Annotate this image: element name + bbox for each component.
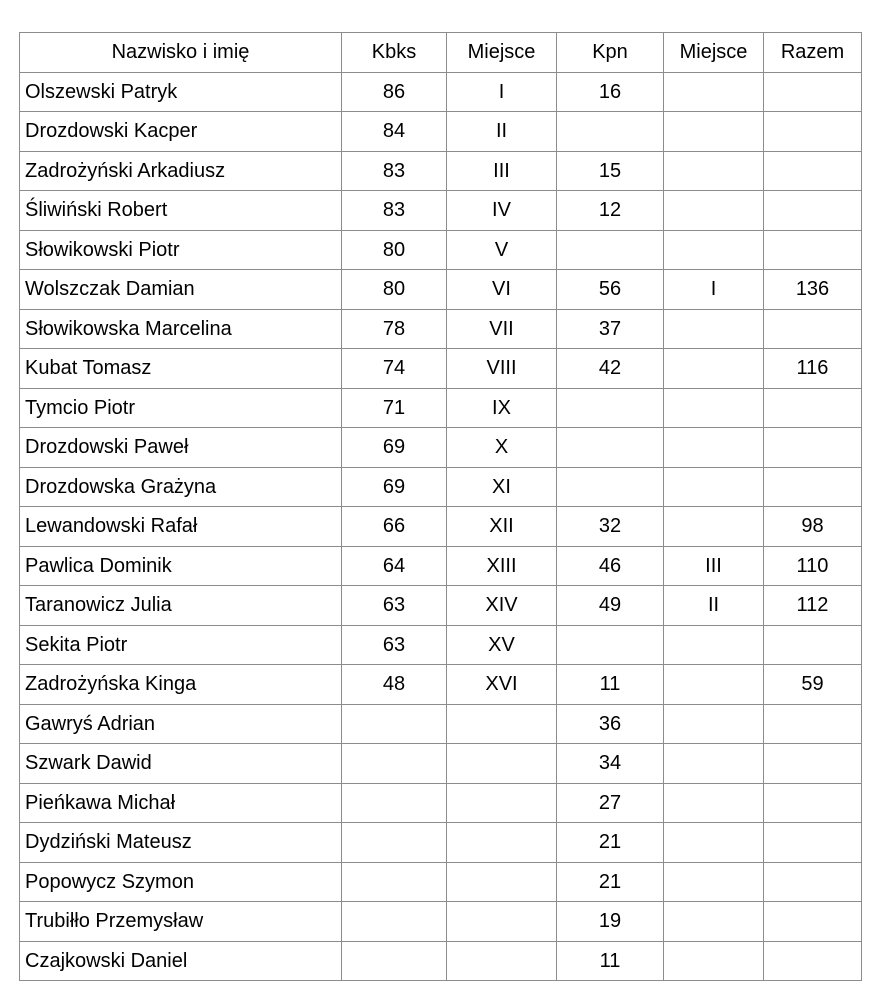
cell-place-kpn bbox=[664, 112, 764, 152]
table-row bbox=[20, 586, 862, 626]
table-row bbox=[20, 72, 862, 112]
table-row bbox=[20, 902, 862, 942]
table-header bbox=[20, 33, 862, 73]
cell-kpn: 46 bbox=[557, 546, 664, 586]
cell-place-kbks: IV bbox=[447, 191, 557, 231]
cell-place-kpn: III bbox=[664, 546, 764, 586]
cell-kpn: 16 bbox=[557, 72, 664, 112]
cell-kpn: 21 bbox=[557, 823, 664, 863]
cell-place-kpn bbox=[664, 823, 764, 863]
cell-total bbox=[764, 112, 862, 152]
table-row bbox=[20, 546, 862, 586]
cell-kbks: 78 bbox=[342, 309, 447, 349]
table-row bbox=[20, 941, 862, 981]
cell-kpn: 15 bbox=[557, 151, 664, 191]
cell-place-kbks: VIII bbox=[447, 349, 557, 389]
cell-place-kpn bbox=[664, 230, 764, 270]
cell-name: Drozdowska Grażyna bbox=[20, 467, 342, 507]
cell-kpn bbox=[557, 625, 664, 665]
table-body bbox=[20, 72, 862, 981]
cell-place-kpn bbox=[664, 862, 764, 902]
cell-name: Czajkowski Daniel bbox=[20, 941, 342, 981]
cell-name: Drozdowski Kacper bbox=[20, 112, 342, 152]
cell-place-kbks: I bbox=[447, 72, 557, 112]
cell-total: 136 bbox=[764, 270, 862, 310]
cell-place-kbks: XV bbox=[447, 625, 557, 665]
cell-kpn: 49 bbox=[557, 586, 664, 626]
table-row bbox=[20, 191, 862, 231]
table-row bbox=[20, 467, 862, 507]
cell-kbks: 86 bbox=[342, 72, 447, 112]
cell-name: Gawryś Adrian bbox=[20, 704, 342, 744]
cell-name: Pieńkawa Michał bbox=[20, 783, 342, 823]
cell-name: Lewandowski Rafał bbox=[20, 507, 342, 547]
table-row bbox=[20, 625, 862, 665]
table-row bbox=[20, 665, 862, 705]
cell-kpn: 34 bbox=[557, 744, 664, 784]
cell-kbks: 63 bbox=[342, 586, 447, 626]
cell-kbks: 74 bbox=[342, 349, 447, 389]
cell-kbks: 69 bbox=[342, 467, 447, 507]
cell-kbks bbox=[342, 744, 447, 784]
cell-place-kpn bbox=[664, 191, 764, 231]
cell-total: 110 bbox=[764, 546, 862, 586]
header-place-kpn: Miejsce bbox=[664, 33, 764, 73]
cell-total bbox=[764, 72, 862, 112]
cell-kpn: 12 bbox=[557, 191, 664, 231]
cell-place-kbks: XIV bbox=[447, 586, 557, 626]
cell-place-kbks: VI bbox=[447, 270, 557, 310]
cell-name: Słowikowski Piotr bbox=[20, 230, 342, 270]
cell-kbks: 63 bbox=[342, 625, 447, 665]
table-row bbox=[20, 704, 862, 744]
cell-kbks: 83 bbox=[342, 151, 447, 191]
table-row bbox=[20, 309, 862, 349]
cell-name: Zadrożyński Arkadiusz bbox=[20, 151, 342, 191]
cell-kpn bbox=[557, 388, 664, 428]
cell-name: Olszewski Patryk bbox=[20, 72, 342, 112]
cell-name: Popowycz Szymon bbox=[20, 862, 342, 902]
cell-total bbox=[764, 823, 862, 863]
cell-name: Pawlica Dominik bbox=[20, 546, 342, 586]
cell-place-kbks: XIII bbox=[447, 546, 557, 586]
table-row bbox=[20, 507, 862, 547]
table-row bbox=[20, 744, 862, 784]
cell-name: Słowikowska Marcelina bbox=[20, 309, 342, 349]
cell-total bbox=[764, 309, 862, 349]
cell-place-kbks: VII bbox=[447, 309, 557, 349]
cell-name: Wolszczak Damian bbox=[20, 270, 342, 310]
table-row bbox=[20, 388, 862, 428]
header-place-kbks: Miejsce bbox=[447, 33, 557, 73]
cell-total bbox=[764, 230, 862, 270]
cell-total bbox=[764, 625, 862, 665]
cell-kbks: 71 bbox=[342, 388, 447, 428]
header-row bbox=[20, 33, 862, 73]
cell-total bbox=[764, 428, 862, 468]
cell-place-kbks: V bbox=[447, 230, 557, 270]
cell-kpn: 19 bbox=[557, 902, 664, 942]
cell-place-kpn bbox=[664, 744, 764, 784]
cell-place-kpn bbox=[664, 665, 764, 705]
cell-place-kbks bbox=[447, 783, 557, 823]
cell-total bbox=[764, 191, 862, 231]
cell-place-kpn bbox=[664, 625, 764, 665]
cell-place-kbks: II bbox=[447, 112, 557, 152]
table-row bbox=[20, 112, 862, 152]
cell-total: 59 bbox=[764, 665, 862, 705]
cell-kbks bbox=[342, 862, 447, 902]
cell-place-kpn bbox=[664, 428, 764, 468]
cell-kbks bbox=[342, 902, 447, 942]
cell-name: Kubat Tomasz bbox=[20, 349, 342, 389]
cell-kbks: 66 bbox=[342, 507, 447, 547]
cell-place-kbks: III bbox=[447, 151, 557, 191]
cell-kbks: 64 bbox=[342, 546, 447, 586]
cell-kbks: 69 bbox=[342, 428, 447, 468]
cell-total: 98 bbox=[764, 507, 862, 547]
cell-place-kbks bbox=[447, 862, 557, 902]
cell-kpn: 27 bbox=[557, 783, 664, 823]
cell-total bbox=[764, 783, 862, 823]
cell-kbks: 83 bbox=[342, 191, 447, 231]
cell-place-kbks bbox=[447, 941, 557, 981]
cell-kbks bbox=[342, 941, 447, 981]
table-row bbox=[20, 783, 862, 823]
cell-name: Trubiłło Przemysław bbox=[20, 902, 342, 942]
cell-kpn: 37 bbox=[557, 309, 664, 349]
cell-name: Śliwiński Robert bbox=[20, 191, 342, 231]
cell-place-kpn: I bbox=[664, 270, 764, 310]
cell-total bbox=[764, 941, 862, 981]
cell-place-kpn bbox=[664, 467, 764, 507]
cell-kbks bbox=[342, 704, 447, 744]
cell-kpn: 42 bbox=[557, 349, 664, 389]
cell-place-kpn bbox=[664, 151, 764, 191]
cell-place-kpn: II bbox=[664, 586, 764, 626]
cell-place-kbks: XII bbox=[447, 507, 557, 547]
cell-place-kpn bbox=[664, 704, 764, 744]
cell-kpn: 36 bbox=[557, 704, 664, 744]
cell-kpn: 21 bbox=[557, 862, 664, 902]
cell-kpn bbox=[557, 428, 664, 468]
cell-kpn bbox=[557, 112, 664, 152]
cell-name: Taranowicz Julia bbox=[20, 586, 342, 626]
cell-kbks bbox=[342, 783, 447, 823]
table-row bbox=[20, 428, 862, 468]
cell-total bbox=[764, 902, 862, 942]
cell-kpn: 32 bbox=[557, 507, 664, 547]
cell-place-kpn bbox=[664, 941, 764, 981]
cell-place-kpn bbox=[664, 507, 764, 547]
cell-kpn: 56 bbox=[557, 270, 664, 310]
cell-kpn: 11 bbox=[557, 665, 664, 705]
table-row bbox=[20, 862, 862, 902]
cell-total bbox=[764, 862, 862, 902]
header-name: Nazwisko i imię bbox=[20, 33, 342, 73]
cell-place-kpn bbox=[664, 349, 764, 389]
cell-kpn: 11 bbox=[557, 941, 664, 981]
cell-total: 116 bbox=[764, 349, 862, 389]
cell-place-kpn bbox=[664, 309, 764, 349]
cell-kbks: 48 bbox=[342, 665, 447, 705]
results-table bbox=[19, 32, 862, 981]
cell-total bbox=[764, 704, 862, 744]
cell-place-kbks bbox=[447, 704, 557, 744]
cell-place-kbks bbox=[447, 744, 557, 784]
cell-place-kbks: IX bbox=[447, 388, 557, 428]
cell-place-kpn bbox=[664, 902, 764, 942]
header-total: Razem bbox=[764, 33, 862, 73]
cell-name: Drozdowski Paweł bbox=[20, 428, 342, 468]
table-row bbox=[20, 270, 862, 310]
cell-place-kbks: XVI bbox=[447, 665, 557, 705]
cell-name: Szwark Dawid bbox=[20, 744, 342, 784]
cell-kbks: 80 bbox=[342, 230, 447, 270]
cell-total: 112 bbox=[764, 586, 862, 626]
table-row bbox=[20, 230, 862, 270]
table-row bbox=[20, 823, 862, 863]
cell-total bbox=[764, 744, 862, 784]
cell-name: Tymcio Piotr bbox=[20, 388, 342, 428]
cell-kbks: 80 bbox=[342, 270, 447, 310]
cell-place-kbks bbox=[447, 823, 557, 863]
cell-total bbox=[764, 388, 862, 428]
cell-kpn bbox=[557, 467, 664, 507]
cell-place-kpn bbox=[664, 388, 764, 428]
cell-place-kbks: XI bbox=[447, 467, 557, 507]
cell-place-kpn bbox=[664, 783, 764, 823]
cell-name: Sekita Piotr bbox=[20, 625, 342, 665]
cell-place-kbks: X bbox=[447, 428, 557, 468]
header-kpn: Kpn bbox=[557, 33, 664, 73]
cell-place-kbks bbox=[447, 902, 557, 942]
header-kbks: Kbks bbox=[342, 33, 447, 73]
cell-kpn bbox=[557, 230, 664, 270]
cell-total bbox=[764, 467, 862, 507]
cell-kbks: 84 bbox=[342, 112, 447, 152]
table-row bbox=[20, 349, 862, 389]
cell-name: Zadrożyńska Kinga bbox=[20, 665, 342, 705]
cell-kbks bbox=[342, 823, 447, 863]
cell-place-kpn bbox=[664, 72, 764, 112]
table-row bbox=[20, 151, 862, 191]
cell-name: Dydziński Mateusz bbox=[20, 823, 342, 863]
cell-total bbox=[764, 151, 862, 191]
